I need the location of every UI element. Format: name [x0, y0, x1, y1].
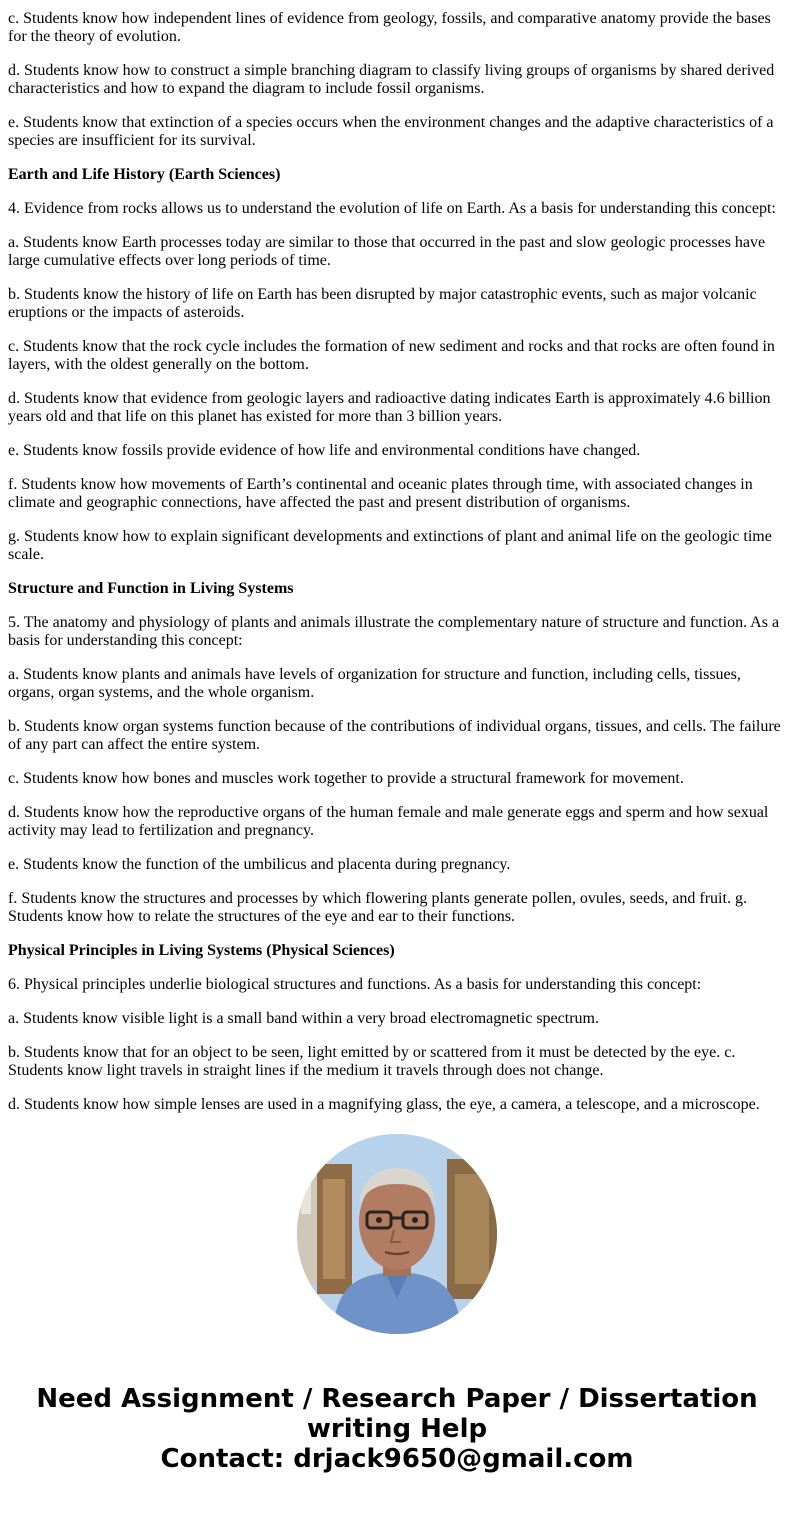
paragraph: b. Students know the history of life on Earth has been disrupted by major catastrophic events, such as major volcanic eruptions or the impacts of asteroids.: [8, 286, 757, 321]
cta-headline: Need Assignment / Research Paper / Dissertation writing Help: [36, 1384, 758, 1444]
author-photo-container: [0, 1134, 794, 1334]
section-heading: Earth and Life History (Earth Sciences): [8, 166, 281, 183]
paragraph: b. Students know organ systems function because of the contributions of individual organs, tissues, and cells. The failure of any part can affect the entire system.: [8, 718, 781, 753]
paragraph: a. Students know Earth processes today are similar to those that occurred in the past and slow geologic processes have large cumulative effects over long periods of time.: [8, 234, 766, 269]
paragraph: c. Students know how bones and muscles work together to provide a structural framework for movement.: [8, 770, 684, 787]
author-avatar: [297, 1134, 497, 1334]
paragraph: e. Students know the function of the umbilicus and placenta during pregnancy.: [8, 856, 511, 873]
paragraph: 5. The anatomy and physiology of plants and animals illustrate the complementary nature of structure and function. As a basis for understanding this concept:: [8, 614, 780, 649]
paragraph: f. Students know the structures and processes by which flowering plants generate pollen, ovules, seeds, and fruit. g. Students know how to relate the structures of the eye and ear to their functions.: [8, 890, 747, 925]
paragraph: d. Students know how the reproductive organs of the human female and male generate eggs and sperm and how sexual activity may lead to fertilization and pregnancy.: [8, 804, 769, 839]
paragraph: g. Students know how to explain significant developments and extinctions of plant and animal life on the geologic time scale.: [8, 528, 772, 563]
paragraph: 4. Evidence from rocks allows us to understand the evolution of life on Earth. As a basis for understanding this concept:: [8, 200, 776, 217]
cta-contact-email: Contact: drjack9650@gmail.com: [160, 1444, 634, 1474]
paragraph: a. Students know visible light is a small band within a very broad electromagnetic spectrum.: [8, 1010, 599, 1027]
paragraph: d. Students know how to construct a simple branching diagram to classify living groups of organisms by shared derived characteristics and how to expand the diagram to include fossil organisms.: [8, 62, 775, 97]
author-portrait-image: [297, 1134, 497, 1334]
contact-banner: [0, 1384, 794, 1474]
paragraph: f. Students know how movements of Earth’s continental and oceanic plates through time, with associated changes in climate and geographic connections, have affected the past and present distribution of organisms.: [8, 476, 753, 511]
section-heading: Physical Principles in Living Systems (Physical Sciences): [8, 942, 395, 959]
paragraph: c. Students know how independent lines of evidence from geology, fossils, and comparative anatomy provide the bases for the theory of evolution.: [8, 10, 771, 45]
section-heading: Structure and Function in Living Systems: [8, 580, 294, 597]
paragraph: e. Students know fossils provide evidence of how life and environmental conditions have changed.: [8, 442, 641, 459]
paragraph: a. Students know plants and animals have levels of organization for structure and function, including cells, tissues, organs, organ systems, and the whole organism.: [8, 666, 741, 701]
paragraph: e. Students know that extinction of a species occurs when the environment changes and the adaptive characteristics of a species are insufficient for its survival.: [8, 114, 774, 149]
paragraph: c. Students know that the rock cycle includes the formation of new sediment and rocks and that rocks are often found in layers, with the oldest generally on the bottom.: [8, 338, 775, 373]
paragraph: d. Students know how simple lenses are used in a magnifying glass, the eye, a camera, a telescope, and a microscope.: [8, 1096, 760, 1113]
paragraph: b. Students know that for an object to be seen, light emitted by or scattered from it must be detected by the eye. c. Students know light travels in straight lines if the medium it travels through does not change.: [8, 1044, 736, 1079]
paragraph: d. Students know that evidence from geologic layers and radioactive dating indicates Earth is approximately 4.6 billion years old and that life on this planet has existed for more than 3 billion years.: [8, 390, 771, 425]
paragraph: 6. Physical principles underlie biological structures and functions. As a basis for understanding this concept:: [8, 976, 702, 993]
